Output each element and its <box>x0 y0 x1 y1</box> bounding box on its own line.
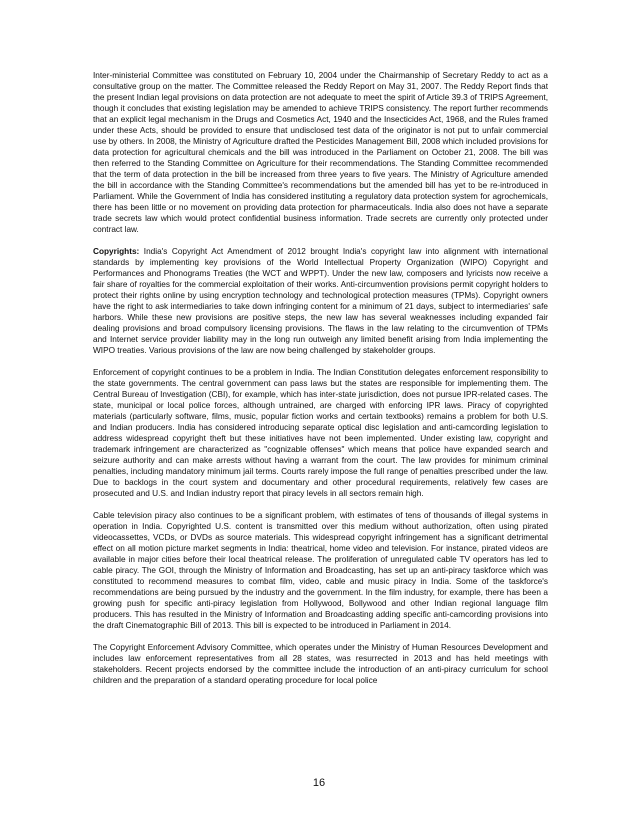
paragraph-data-protection <box>93 70 548 235</box>
paragraph-text: India's Copyright Act Amendment of 2012 brought India's copyright law into alignment with international standards by implementing key provisions of the World Intellectual Property Organization (WIPO) Copyright and Performances and Phonograms Treaties (the WCT and WPPT). Under the new law, composers and lyricists now receive a fair share of royalties for the commercial exploitation of their works. Anti-circumvention provisions permit copyright holders to protect their rights online by using encryption technology and technological protection measures (TPMs). Copyright owners have the right to ask intermediaries to take down infringing content for a minimum of 21 days, subject to intermediaries' safe harbors. While these new provisions are positive steps, the new law has several weaknesses including expanded fair dealing provisions and broad compulsory licensing provisions. The flaws in the law relating to the circumvention of TPMs and Internet service provider liability may in the long run outweigh any limited benefit arising from India implementing the WIPO treaties. Various provisions of the law are now being challenged by stakeholder groups. <box>93 247 548 355</box>
paragraph-advisory-committee <box>93 642 548 686</box>
paragraph-text: Inter-ministerial Committee was constituted on February 10, 2004 under the Chairmanship of Secretary Reddy to act as a consultative group on the matter. The Committee released the Reddy Report on May 31, 2007. The Reddy Report finds that the present Indian legal provisions on data protection are not adequate to meet the spirit of Article 39.3 of TRIPS Agreement, though it concludes that existing legislation may be amended to achieve TRIPS consistency. The report further recommends that an explicit legal mechanism in the Drugs and Cosmetics Act, 1940 and the Insecticides Act, 1968, and the Rules framed under these Acts, should be provided to ensure that undisclosed test data of the originator is not put to unfair commercial use by others. In 2008, the Ministry of Agriculture drafted the Pesticides Management Bill, 2008 which included provisions for data protection for agricultural chemicals and the bill was introduced in the Parliament on October 21, 2008. The bill was then referred to the Standing Committee on Agriculture for their recommendations. The Standing Committee recommended that the term of data protection in the bill be increased from three years to five years. The Ministry of Agriculture amended the bill in accordance with the Standing Committee's recommendations but the amended bill has yet to be re-introduced in Parliament. While the Government of India has considered instituting a regulatory data protection system for agrochemicals, there has been little or no movement on providing data protection for pharmaceuticals. India also does not have a separate trade secrets law which would protect confidential business information. Trade secrets are currently only protected under contract law. <box>93 71 548 234</box>
document-body <box>93 70 548 697</box>
paragraph-cable-piracy <box>93 510 548 631</box>
paragraph-enforcement <box>93 367 548 499</box>
paragraph-text: The Copyright Enforcement Advisory Committee, which operates under the Ministry of Human Resources Development and includes law enforcement representatives from all 28 states, was resurrected in 2013 and has held meetings with stakeholders. Recent projects endorsed by the committee include the introduction of an anti-piracy curriculum for school children and the preparation of a standard operating procedure for local police <box>93 643 548 685</box>
section-heading-copyrights: Copyrights: <box>93 247 140 256</box>
page-number: 16 <box>312 777 326 789</box>
paragraph-copyrights <box>93 246 548 356</box>
paragraph-text: Cable television piracy also continues to be a significant problem, with estimates of tens of thousands of illegal systems in operation in India. Copyrighted U.S. content is transmitted over this medium without authorization, often using pirated videocassettes, VCDs, or DVDs as source materials. This widespread copyright infringement has a significant detrimental effect on all motion picture market segments in India: theatrical, home video and television. For instance, pirated videos are available in major cities before their local theatrical release. The proliferation of unregulated cable TV operators has led to cable piracy. The GOI, through the Ministry of Information and Broadcasting, has set up an anti-piracy taskforce which was constituted to recommend measures to combat film, video, cable and music piracy in India. Some of the taskforce's recommendations are being pursued by the industry and the government. In the film industry, for example, there has been a growing push for specific anti-piracy legislation from Hollywood, Bollywood and other Indian regional language film producers. This has resulted in the Ministry of Information and Broadcasting adding specific anti-camcording provisions into the draft Cinematographic Bill of 2013. This bill is expected to be introduced in Parliament in 2014. <box>93 511 548 630</box>
paragraph-text: Enforcement of copyright continues to be a problem in India. The Indian Constitution delegates enforcement responsibility to the state governments. The central government can pass laws but the states are responsible for implementing them. The Central Bureau of Investigation (CBI), for example, which has inter-state jurisdiction, does not pursue IPR-related cases. The state, municipal or local police forces, although untrained, are charged with enforcing IPR laws. Piracy of copyrighted materials (particularly software, films, music, popular fiction works and certain textbooks) remains a problem for both U.S. and Indian producers. India has considered introducing separate optical disc legislation and anti-camcording legislation to address widespread copyright theft but these initiatives have not been implemented. Under existing law, copyright and trademark infringement are characterized as "cognizable offenses" which means that police have expanded search and seizure authority and can make arrests without having a warrant from the court. The law provides for minimum criminal penalties, including mandatory minimum jail terms. Courts rarely impose the full range of penalties prescribed under the law. Due to backlogs in the court system and documentary and other procedural requirements, relatively few cases are prosecuted and U.S. and Indian industry report that piracy levels in all sectors remain high. <box>93 368 548 498</box>
